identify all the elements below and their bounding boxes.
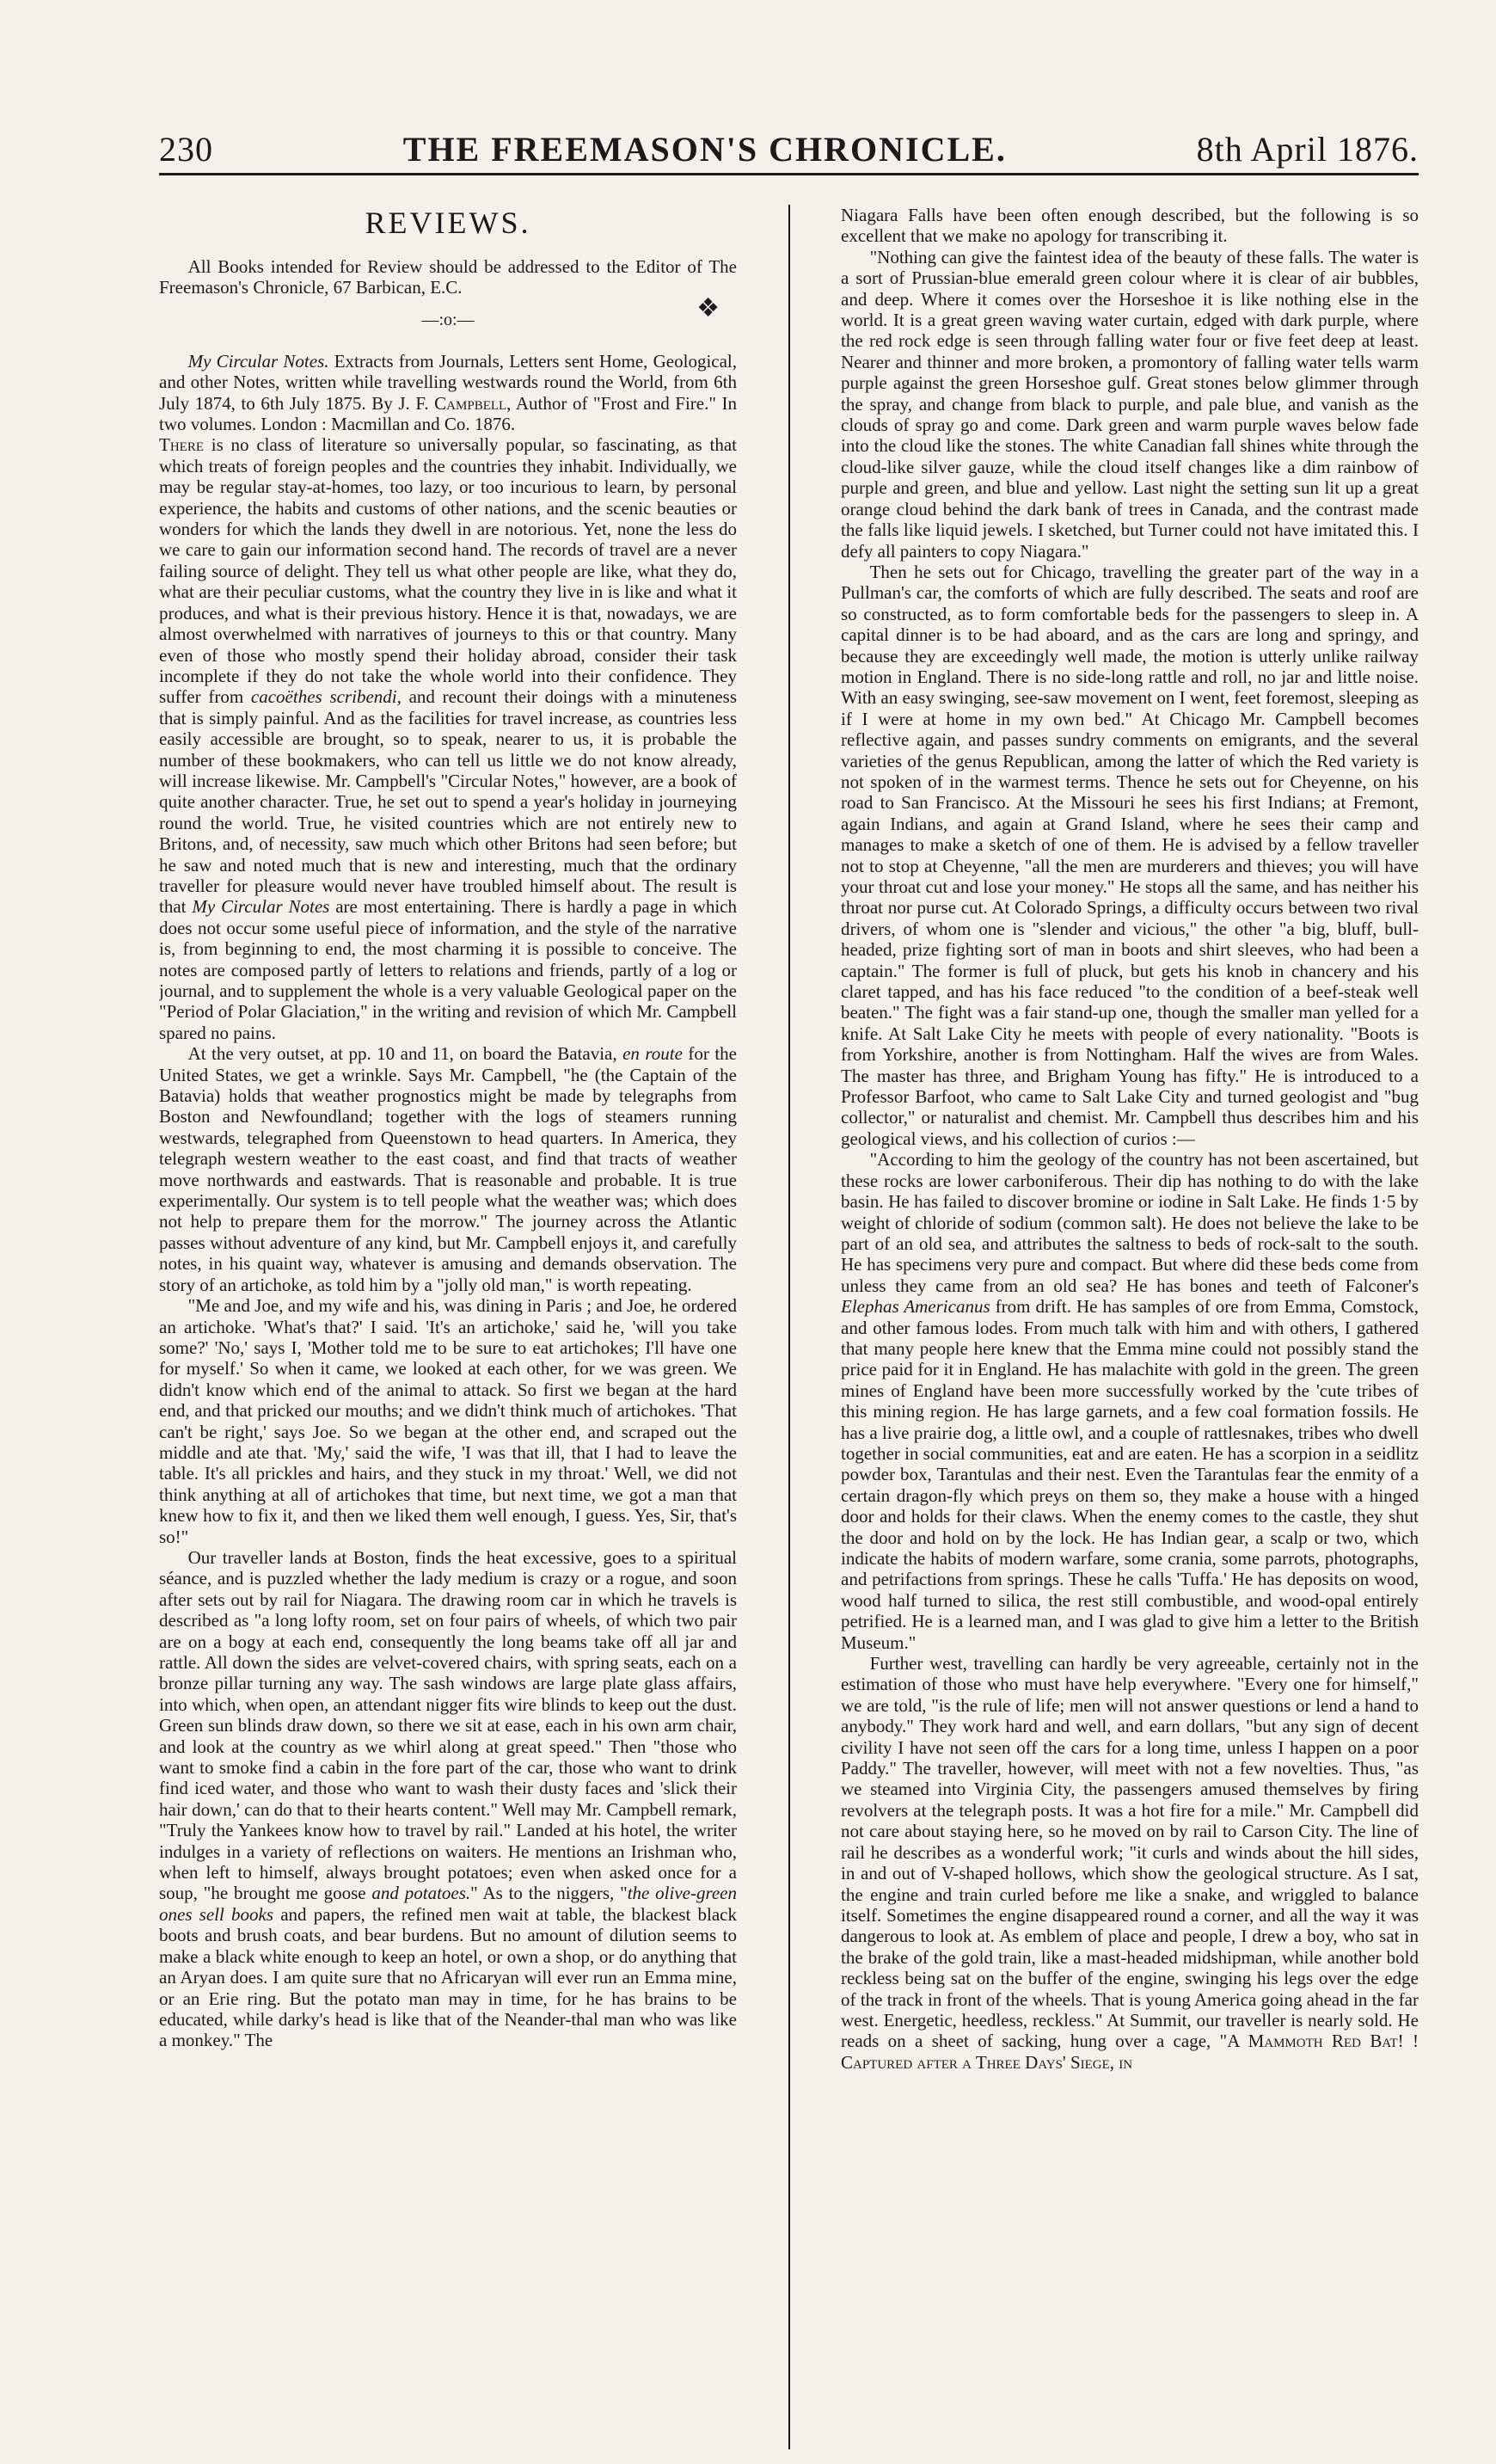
book-entry (159, 351, 737, 435)
book-by: By J. F. (371, 392, 429, 414)
review-paragraph-7: Then he sets out for Chicago, travelling the greater part of the way in a Pullman's car, the comforts of which are fully described. The seats and roof are so constructed, as to form comfortable beds for the passengers to sleep in. A capital dinner is to be had aboard, and as the cars are long and springy, and because they are exceedingly well made, the motion is utterly unlike railway motion in England. There is no side-long rattle and roll, no jar and little noise. With an easy swinging, see-saw movement on I went, feet foremost, sleeping as if I were at home in my own bed." At Chicago Mr. Campbell becomes reflective again, and passes sundry comments on emigrants, and the several varieties of the genus Republican, among the latter of which the Red variety is not spoken of in the warmest terms. Thence he sets out for Cheyenne, on his road to San Francisco. At the Missouri he sees his first Indians; at Fremont, again Indians, and again at Grand Island, where he sees their camp and manages to make a sketch of one of them. He is advised by a fellow traveller not to stop at Cheyenne, "all the men are murderers and thieves; you will have your throat cut and lose your money." He stops all the same, and has neither his throat nor purse cut. At Colorado Springs, a difficulty occurs between two rival drivers, of whom one is "slender and vicious," the other "a big, bluff, bull-headed, prize fighting sort of man in boots and shirt sleeves, who had been a captain." The former is full of pluck, but gets his knob in chancery and his claret tapped, and has his face reduced "to the condition of a beef-steak well beaten." The fight was a fair stand-up one, though the smaller man yelled for a knife. At Salt Lake City he meets with people of every nationality. "Boots is from Yorkshire, another is from Nottingham. Half the wives are from Wales. The master has three, and Brigham Young has fifty." He is introduced to a Professor Barfoot, who came to Salt Lake City and turned geologist and "bug collector," or naturalist and chemist. Mr. Campbell thus describes him and his geological views, and his collection of curios :— (841, 561, 1419, 1149)
review-notice: All Books intended for Review should be addressed to the Editor of The Freemason's Chronicle, 67 Barbican, E.C. (159, 256, 737, 298)
review-paragraph-9: Further west, travelling can hardly be very agreeable, certainly not in the estimation of those who must have help everywhere. "Every one for himself," we are told, "is the rule of life; men will not answer questions or lend a hand to anybody." They work hard and well, and earn dollars, "but any sign of decent civility I have not seen off the cars for a long time, unless I happen on a poor Paddy." The traveller, however, will meet with not a few novelties. Thus, "as we steamed into Virginia City, the passengers amused themselves by firing revolvers at the telegraph posts. It was a hot fire for a mile." Mr. Campbell did not care about staying here, so he moved on by rail to Carson City. The line of rail he describes as a wonderful work; "it curls and winds about the hill sides, in and out of V-shaped hollows, which show the geological structure. As I sat, the engine and train curled before me like a snake, and wriggled to balance itself. Sometimes the engine disappeared round a corner, and all the way it was dangerous to look at. As emblem of place and people, I drew a boy, who sat in the brake of the gold train, like a mast-headed midshipman, while another bold reckless being sat on the buffer of the engine, swinging his legs over the edge of the track in front of the wheels. That is young America going ahead in the far west. Energetic, heedless, reckless." At Summit, our traveller is nearly sold. He reads on a sheet of sacking, hung over a cage, "A Mammoth Red Bat! ! Captured after a Three Days' Siege, in (841, 1653, 1419, 2073)
masthead (159, 129, 1419, 175)
article-columns (159, 205, 1419, 2449)
review-paragraph-8: "According to him the geology of the country has not been ascertained, but these rocks are lower carboniferous. Their dip has nothing to do with the lake basin. He has failed to discover bromine or iodine in Salt Lake. He finds 1·5 by weight of chloride of sodium (common salt). He does not believe the lake to be part of an old sea, and attributes the saltness to beds of rock-salt to the south. He has specimens very pure and compact. But where did these beds come from unless they came from an old sea? He has bones and teeth of Falconer's Elephas Americanus from drift. He has samples of ore from Emma, Comstock, and other famous lodes. From much talk with him and with others, I gathered that many people here knew that the Emma mine could not possibly stand the price paid for it in England. He has malachite with gold in the green. The green mines of England have been more successfully worked by the 'cute tribes of this mining region. He has large garnets, and a few coal formation fossils. He has a live prairie dog, a little owl, and a couple of rattlesnakes, tribes who dwell together in social communities, eat and are eaten. He has a scorpion in a seidlitz powder box, Tarantulas and their nest. Even the Tarantulas fear the enmity of a certain dragon-fly which preys on them so, they make a house with a hinged door and holds for their claws. When the enemy comes to the castle, they shut the door and hold on by the lock. He has Indian gear, a scalp or two, which indicate the habits of modern warfare, some crania, some parrots, photographs, and petrifactions from springs. These he calls 'Tuffa.' He has deposits on wood, wood half turned to silica, the rest still combustible, and wood-opal entirely petrified. He is a learned man, and I was glad to give him a letter to the British Museum." (841, 1149, 1419, 1653)
page-number: 230 (159, 130, 213, 169)
review-paragraph-6: "Nothing can give the faintest idea of the beauty of these falls. The water is a sort of Prussian-blue emerald green colour where it is clear of air bubbles, and deep. Where it comes over the Horseshoe it is like nothing else in the world. It is a great green waving water curtain, edged with dark purple, where the red rock edge is seen through falling water four or five feet deep at least. Nearer and thinner and more broken, a promontory of falling water tells warm purple against the green Horseshoe gulf. Great stones below glimmer through the spray, and change from black to purple, and pale blue, and vanish as the clouds of spray go and come. Dark green and warm purple waves below fade into the cloud like the stones. The white Canadian fall shines white through the cloud-like silver gauze, while the cloud itself changes like a dim rainbow of purple and green, and blue and yellow. Last night the setting sun lit up a great orange cloud behind the dark bank of trees in Canada, and the contrast made the falls like liquid jewels. I sketched, but Turner could not have imitated this. I defy all painters to copy Niagara." (841, 246, 1419, 562)
divider-mark: —:o:— (421, 310, 475, 329)
book-details: Extracts from Journals, Letters sent Home, Geological, and other Notes, written while travelling westwards round the World, from 6th July 1874, to 6th July 1875. (159, 350, 737, 414)
left-column (159, 205, 737, 2449)
dagger-ornament-icon: ❖ (696, 293, 720, 323)
review-paragraph-2: At the very outset, at pp. 10 and 11, on board the Batavia, en route for the United States, we get a wrinkle. Says Mr. Campbell, "he (the Captain of the Batavia) holds that weather prognostics might be made by telegraphs from Boston and Newfoundland; together with the logs of steamers running westwards, telegraphed from Queenstown to head quarters. In America, they telegraph western weather to the east coast, and find that tracts of weather move northwards and eastwards. That is reasonable and probable. It is true experimentally. Our system is to tell people what the weather was; which does not help to prepare them for the morrow." The journey across the Atlantic passes without adventure of any kind, but Mr. Campbell enjoys it, and carefully notes, in his quaint way, whatever is amusing and demands observation. The story of an artichoke, as told him by a "jolly old man," is worth repeating. (159, 1043, 737, 1295)
book-publisher: Author of "Frost and Fire." In two volumes. London : Macmillan and Co. 1876. (159, 392, 737, 435)
opening-word: There (159, 434, 204, 456)
column-rule (788, 205, 790, 2449)
book-title: My Circular Notes. (187, 350, 329, 372)
issue-date: 8th April 1876. (1196, 130, 1419, 169)
review-paragraph-3: "Me and Joe, and my wife and his, was dining in Paris ; and Joe, he ordered an artichoke. 'What's that?' I said. 'It's an artichoke,' said he, 'will you take some?' 'No,' says I, 'Mother told me to be sure to eat artichokes; I'll have one for myself.' So when it came, we looked at each other, for we was green. We didn't know which end of the animal to attack. So first we began at the hard end, and that pricked our mouths; and we didn't think much of artichokes. 'That can't be right,' says Joe. So we began at the other end, and scraped out the middle and ate that. 'My,' said the wife, 'I was that ill, that I had to leave the table. It's all prickles and hairs, and they stuck in my throat.' Well, we did not think anything at all of artichokes that time, but next time, we got a man that knew how to fix it, and then we liked them well enough, I guess. Yes, Sir, that's so!" (159, 1295, 737, 1547)
section-divider (159, 293, 737, 330)
right-column (841, 205, 1419, 2449)
publication-title: THE FREEMASON'S CHRONICLE. (402, 130, 1007, 169)
review-paragraph-5: Niagara Falls have been often enough described, but the following is so excellent that we make no apology for transcribing it. (841, 205, 1419, 247)
section-title: REVIEWS. (365, 206, 531, 240)
review-paragraph-1: There is no class of literature so universally popular, so fascinating, as that which treats of foreign peoples and the countries they inhabit. Individually, we may be regular stay-at-homes, too lazy, or too incurious to learn, by personal experience, the habits and customs of other nations, and the scenic beauties or wonders for which the lands they dwell in are notorious. Yet, none the less do we care to gain our information second hand. The records of travel are a never failing source of delight. They tell us what other people are like, what they do, what are their peculiar customs, what the country they live in is like and what it produces, and what is their previous history. Hence it is that, nowadays, we are almost overwhelmed with narratives of journeys to this or that country. Many even of those who mostly spend their holiday abroad, consider their task incomplete if they do not take the whole world into their confidence. They suffer from cacoëthes scribendi, and recount their doings with a minuteness that is simply painful. And as the facilities for travel increase, as countries less easily accessible are brought, so to speak, nearer to us, it is probable the number of these bookmakers, who can tell us little we do not know already, will increase likewise. Mr. Campbell's "Circular Notes," however, are a book of quite another character. True, he set out to spend a year's holiday in journeying round the world. True, he visited countries which are not entirely new to Britons, and, of necessity, saw much which other Britons had seen before; but he saw and noted much that is new and interesting, much that the ordinary traveller for pleasure would never have troubled himself about. The result is that My Circular Notes are most entertaining. There is hardly a page in which does not occur some useful piece of information, and the style of the narrative is, from beginning to end, the most charming it is possible to conceive. The notes are composed partly of letters to relations and friends, partly of a log or journal, and to supplement the whole is a very valuable Geological paper on the "Period of Polar Glaciation," in the writing and revision of which Mr. Campbell spared no pains. (159, 434, 737, 1043)
review-paragraph-4: Our traveller lands at Boston, finds the heat excessive, goes to a spiritual séance, and is puzzled whether the lady medium is crazy or a rogue, and soon after sets out by rail for Niagara. The drawing room car in which he travels is described as "a long lofty room, set on four pairs of wheels, of which two pair are on a bogy at each end, consequently the long beams take off all jar and rattle. All down the sides are velvet-covered chairs, with spring seats, each on a bronze pillar turning any way. The sash windows are large plate glass affairs, into which, when open, an attendant nigger fits wire blinds to keep out the dust. Green sun blinds draw down, so there we sit at ease, each in his own arm chair, and look at the country as we whirl along at great speed." Then "those who want to smoke find a cabin in the fore part of the car, those who want to drink find iced water, and those who want to wash their dusty faces and 'slick their hair down,' can do that to their hearts content." Well may Mr. Campbell remark, "Truly the Yankees know how to travel by rail." Landed at his hotel, the writer indulges in a variety of reflections on waiters. He mentions an Irishman who, when left to himself, always brought potatoes; even when asked once for a soup, "he brought me goose and potatoes." As to the niggers, "the olive-green ones sell books and papers, the refined men wait at table, the blackest black boots and brush coats, and bear burdens. But no amount of dilution seems to make a black white enough to keep an hotel, or own a shop, or do anything that an Aryan does. I am quite sure that no Africaryan will ever run an Emma mine, or an Erie ring. But the potato man may in time, for he has brains to be educated, while darky's head is like that of the Neander-thal man who was like a monkey." The (159, 1546, 737, 2051)
book-author: Campbell, (434, 392, 512, 414)
